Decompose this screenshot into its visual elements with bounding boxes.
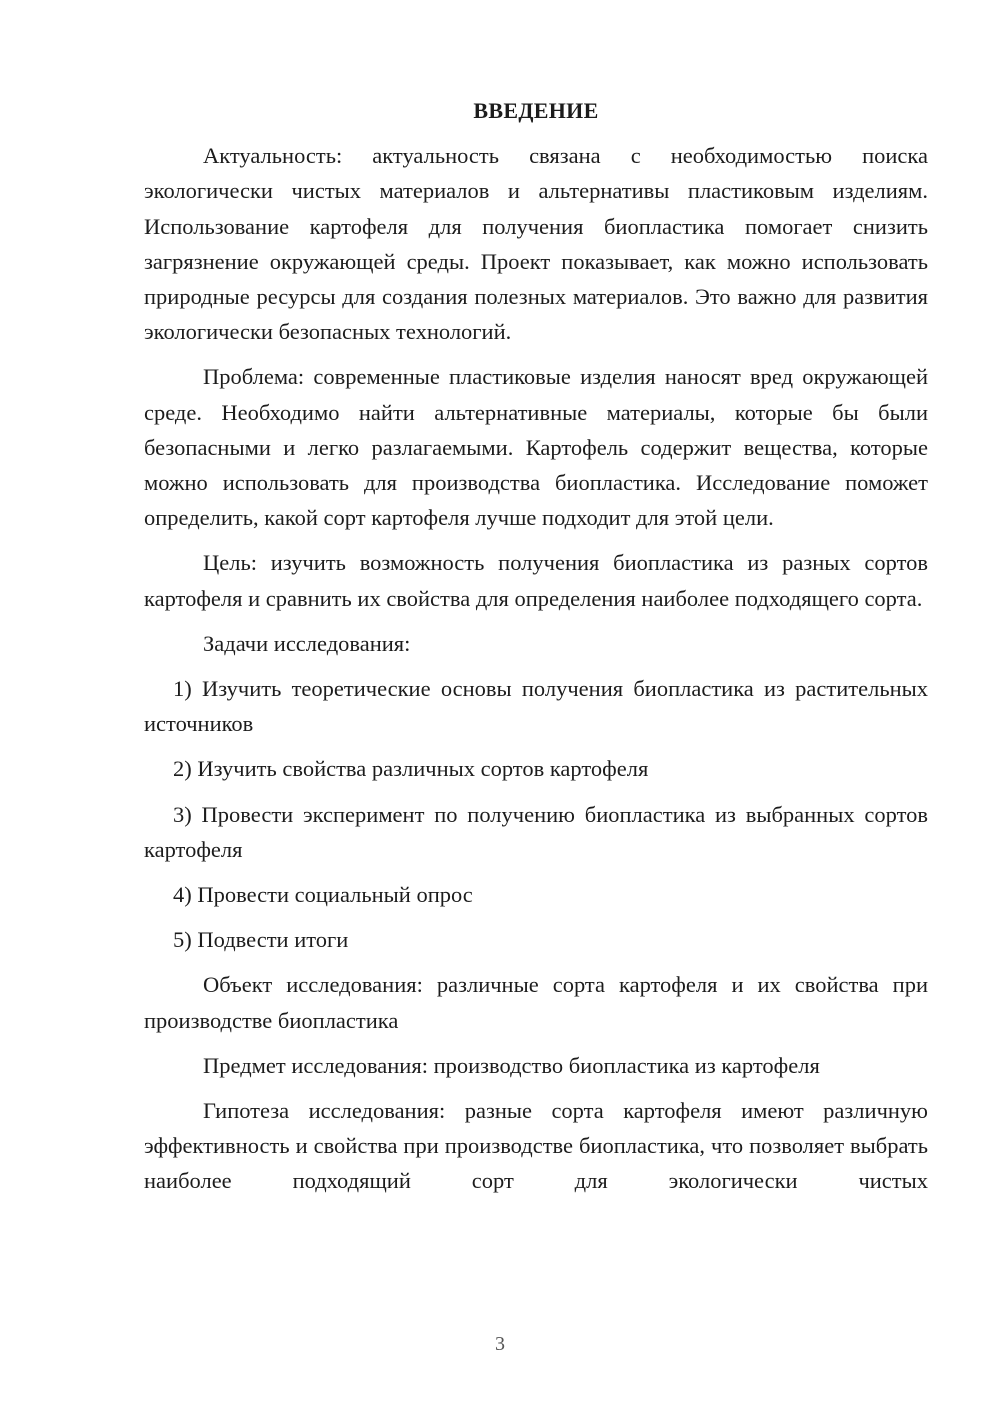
task-item-1: 1) Изучить теоретические основы получения биопластика из растительных источников xyxy=(144,676,928,737)
subject-paragraph: Предмет исследования: производство биопластика из картофеля xyxy=(203,1052,820,1078)
task-item-4: 4) Провести социальный опрос xyxy=(173,882,473,908)
page-content xyxy=(144,93,928,1209)
task-item-3: 3) Провести эксперимент по получению биопластика из выбранных сортов картофеля xyxy=(144,801,928,862)
problem-paragraph: Проблема: современные пластиковые изделия наносят вред окружающей среде. Необходимо найти альтернативные материалы, которые бы были безопасными и легко разлагаемыми. Картофель содержит вещества, которые можно использовать для производства биопластика. Исследование поможет определить, какой сорт картофеля лучше подходит для этой цели. xyxy=(144,364,928,531)
goal-paragraph: Цель: изучить возможность получения биопластика из разных сортов картофеля и сравнить их свойства для определения наиболее подходящего сорта. xyxy=(144,550,928,611)
task-item-2: 2) Изучить свойства различных сортов картофеля xyxy=(173,756,649,782)
page-title: ВВЕДЕНИЕ xyxy=(473,98,599,123)
relevance-paragraph: Актуальность: актуальность связана с необходимостью поиска экологически чистых материалов и альтернативы пластиковым изделиям. Использование картофеля для получения биопластика помогает снизить загрязнение окружающей среды. Проект показывает, как можно использовать природные ресурсы для создания полезных материалов. Это важно для развития экологически безопасных технологий. xyxy=(144,143,928,345)
tasks-title: Задачи исследования: xyxy=(203,630,411,656)
page-number: 3 xyxy=(495,1333,505,1355)
hypothesis-paragraph: Гипотеза исследования: разные сорта картофеля имеют различную эффективность и свойства при производстве биопластика, что позволяет выбрать наиболее подходящий сорт для экологически чистых xyxy=(144,1098,928,1194)
task-item-5: 5) Подвести итоги xyxy=(173,927,349,953)
object-paragraph: Объект исследования: различные сорта картофеля и их свойства при производстве биопластика xyxy=(144,972,928,1033)
